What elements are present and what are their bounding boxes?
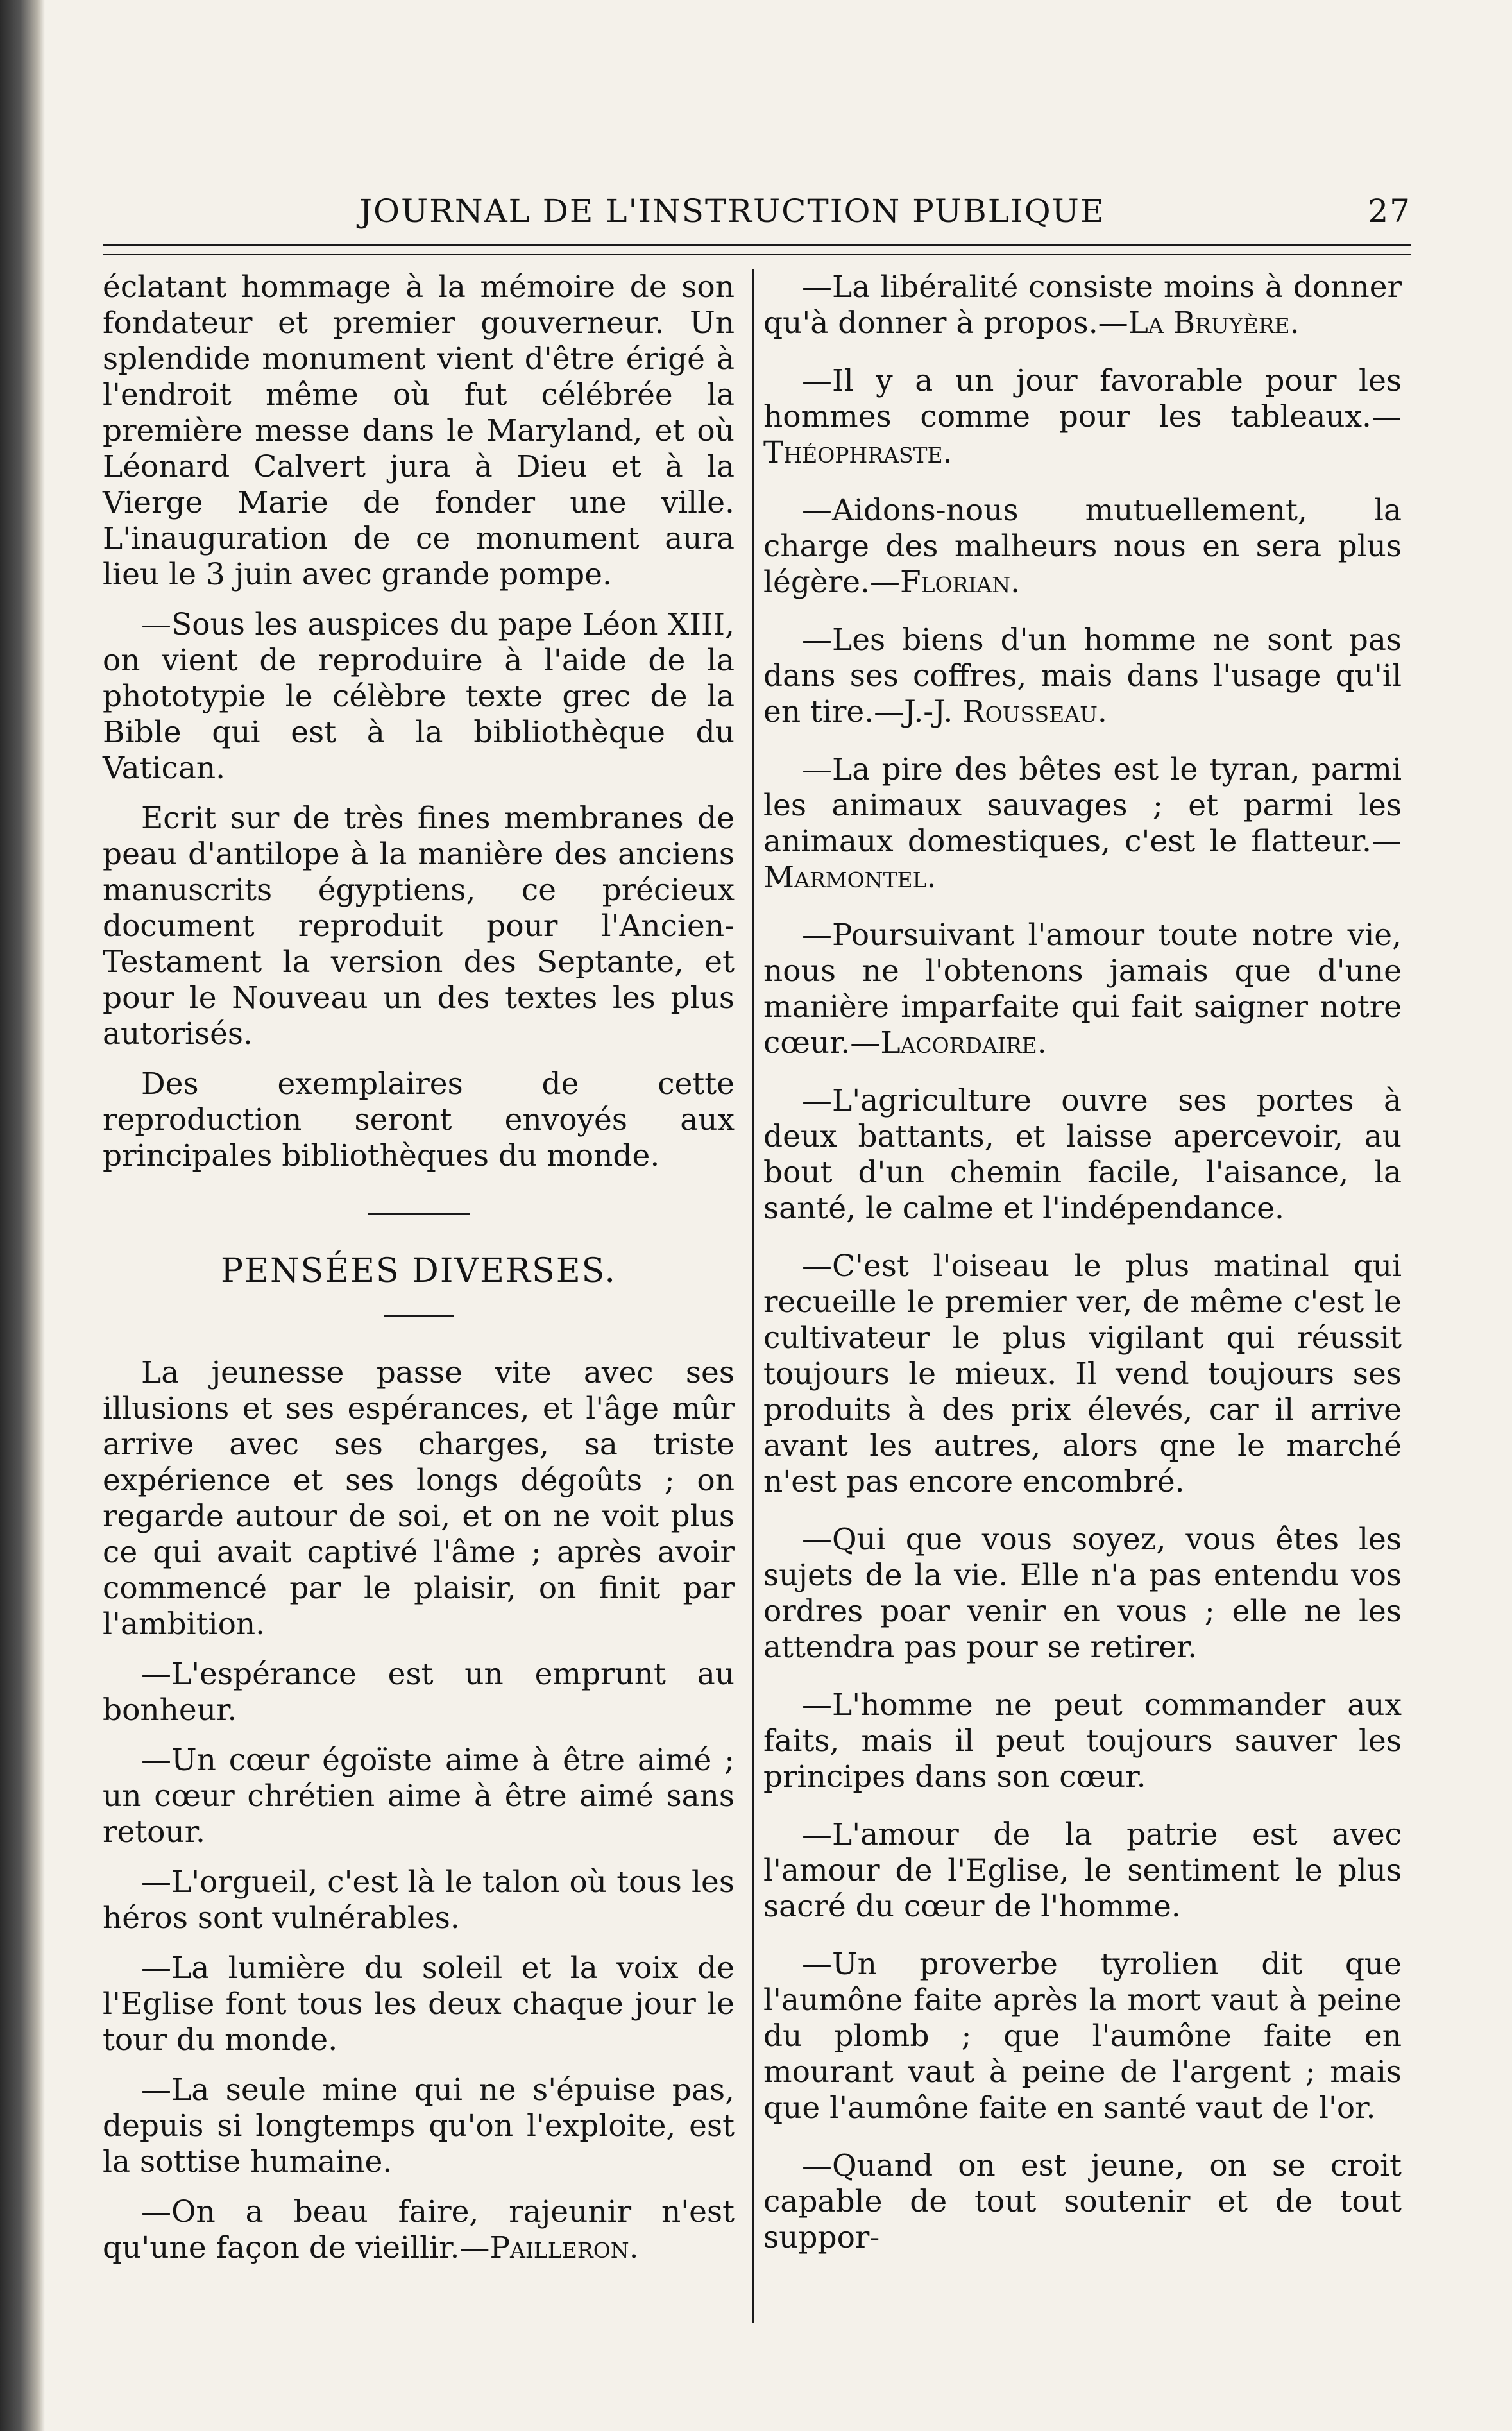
quote (763, 1687, 1402, 1795)
quote-text: —L'agriculture ouvre ses portes à deux battants, et laisse apercevoir, au bout d'un chemin facile, l'aisance, la santé, le calme et l'indépendance. (763, 1083, 1402, 1226)
quote (763, 1249, 1402, 1500)
section-separator (368, 1213, 470, 1215)
header-rule (103, 244, 1411, 255)
quote (763, 622, 1402, 730)
thought: —La lumière du soleil et la voix de l'Eglise font tous les deux chaque jour le tour du monde. (103, 1950, 735, 2058)
quote (763, 363, 1402, 471)
thought: —L'orgueil, c'est là le talon où tous les héros sont vulnérables. (103, 1864, 735, 1936)
thought: —Un cœur égoïste aime à être aimé ; un cœur chrétien aime à être aimé sans retour. (103, 1743, 735, 1850)
thought (103, 2194, 735, 2266)
quote-author: Théophraste. (763, 435, 953, 470)
quote (763, 1947, 1402, 2126)
quote-author: Pailleron. (489, 2230, 639, 2265)
left-column (103, 269, 735, 2280)
quote-author: Florian. (899, 565, 1021, 600)
quote (763, 493, 1402, 601)
quote (763, 752, 1402, 896)
thought: La jeunesse passe vite avec ses illusions et ses espérances, et l'âge mûr arrive avec ses charges, sa triste expérience et ses longs dégoûts ; on regarde autour de soi, et on ne voit plus ce qui avait captivé l'âme ; après avoir commencé par le plaisir, on finit par l'ambition. (103, 1355, 735, 1642)
quote (763, 2148, 1402, 2256)
quote-text: —Un proverbe tyrolien dit que l'aumône faite après la mort vaut à peine du plomb ; que l'aumône faite en mourant vaut à peine de l'argent ; mais que l'aumône faite en santé vaut de l'or. (763, 1947, 1402, 2126)
quote-text: —Quand on est jeune, on se croit capable de tout soutenir et de tout suppor- (763, 2148, 1402, 2255)
thought: —La seule mine qui ne s'épuise pas, depuis si longtemps qu'on l'exploite, est la sottise humaine. (103, 2072, 735, 2179)
quote-text: —La libéralité consiste moins à donner qu'à donner à propos.— (763, 269, 1402, 341)
quote-text: —Qui que vous soyez, vous êtes les sujets de la vie. Elle n'a pas entendu vos ordres poar venir en vous ; elle ne les attendra pas pour se retirer. (763, 1522, 1402, 1665)
quote (763, 1522, 1402, 1666)
quote (763, 1083, 1402, 1227)
thought: —L'espérance est un emprunt au bonheur. (103, 1657, 735, 1728)
paragraph: éclatant hommage à la mémoire de son fondateur et premier gouverneur. Un splendide monument vient d'être érigé à l'endroit même où fut célébrée la première messe dans le Maryland, et où Léonard Calvert jura à Dieu et à la Vierge Marie de fonder une ville. L'inauguration de ce monument aura lieu le 3 juin avec grande pompe. (103, 269, 735, 592)
paragraph: Des exemplaires de cette reproduction seront envoyés aux principales bibliothèques du monde. (103, 1066, 735, 1173)
quote-text: —L'amour de la patrie est avec l'amour de l'Eglise, le sentiment le plus sacré du cœur de l'homme. (763, 1817, 1402, 1924)
quote-text: —C'est l'oiseau le plus matinal qui recueille le premier ver, de même c'est le cultivateur le plus vigilant qui réussit toujours le mieux. Il vend toujours ses produits à des prix élevés, car il arrive avant les autres, alors qne le marché n'est pas encore encombré. (763, 1249, 1402, 1499)
section-title: PENSÉES DIVERSES. (221, 1252, 616, 1290)
quote-text: —L'homme ne peut commander aux faits, mais il peut toujours sauver les principes dans son cœur. (763, 1687, 1402, 1795)
paragraph: —Sous les auspices du pape Léon XIII, on vient de reproduire à l'aide de la phototypie le célèbre texte grec de la Bible qui est à la bibliothèque du Vatican. (103, 607, 735, 786)
quote (763, 269, 1402, 341)
quote-author: Marmontel. (763, 860, 937, 895)
quote-author: La Bruyère. (1128, 305, 1300, 341)
quote-text: —La pire des bêtes est le tyran, parmi les animaux sauvages ; et parmi les animaux domestiques, c'est le flatteur.— (763, 752, 1402, 859)
page-number: 27 (1368, 192, 1411, 230)
book-binding-shadow (0, 0, 45, 2431)
paragraph: Ecrit sur de très fines membranes de peau d'antilope à la manière des anciens manuscrits égyptiens, ce précieux document reproduit pour l'Ancien-Testament la version des Septante, et pour le Nouveau un des textes les plus autorisés. (103, 801, 735, 1052)
thought-text: —On a beau faire, rajeunir n'est qu'une façon de vieillir.— (103, 2194, 735, 2265)
quote-text: —Les biens d'un homme ne sont pas dans ses coffres, mais dans l'usage qu'il en tire.— (763, 622, 1402, 729)
quote-text: —Poursuivant l'amour toute notre vie, nous ne l'obtenons jamais que d'une manière imparfaite qui fait saigner notre cœur.— (763, 917, 1402, 1061)
column-divider (752, 269, 754, 2323)
section-separator (384, 1315, 454, 1317)
quote-author: J.-J. Rousseau. (904, 694, 1107, 729)
right-column (763, 269, 1402, 2278)
quote-text: —Aidons-nous mutuellement, la charge des malheurs nous en sera plus légère.— (763, 493, 1402, 600)
journal-title: JOURNAL DE L'INSTRUCTION PUBLIQUE (359, 192, 1105, 230)
page-header (359, 192, 1411, 244)
quote (763, 917, 1402, 1061)
quote (763, 1817, 1402, 1925)
quote-author: Lacordaire. (880, 1025, 1047, 1061)
quote-text: —Il y a un jour favorable pour les hommes comme pour les tableaux.— (763, 363, 1402, 434)
